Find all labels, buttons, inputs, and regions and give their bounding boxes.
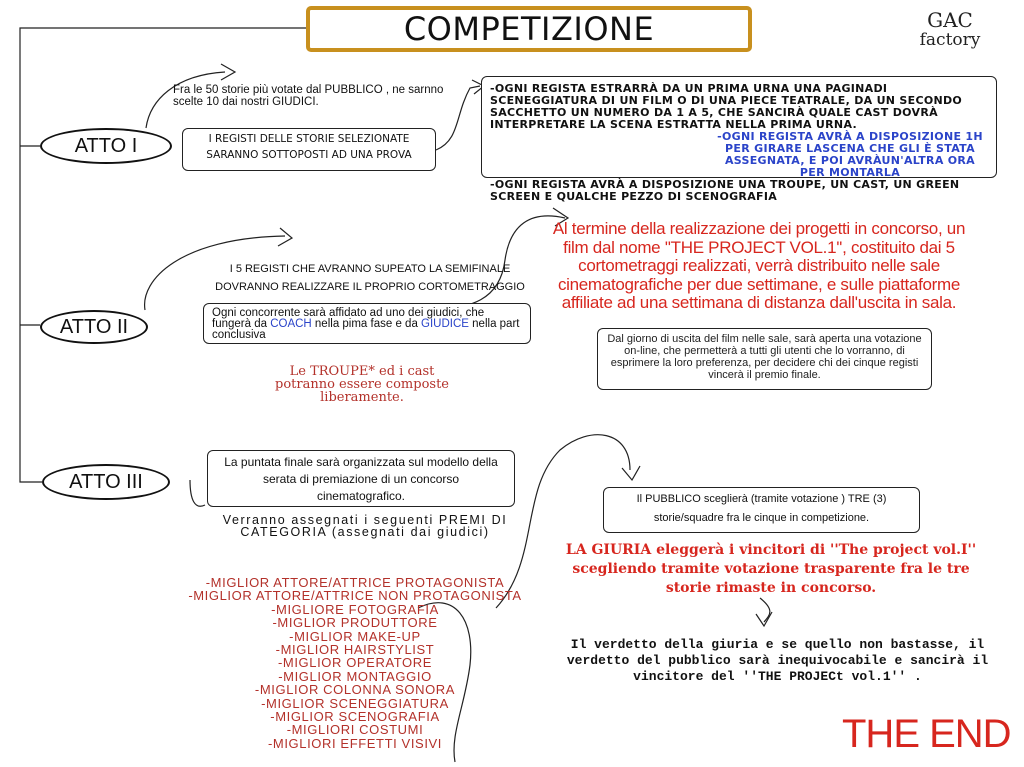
premi-list — [150, 576, 560, 750]
atto1-ellipse — [40, 128, 172, 164]
atto2-vote-text: Dal giorno di uscita del film nelle sale, sarà aperta una votazione on-line, che permetterà a tutti gli utenti che lo vorranno, di esprimere la loro preferenza, per decidere chi dei cinque registi vincerà il premio finale. — [607, 333, 922, 381]
atto3-giuria-text: LA GIURIA eleggerà i vincitori di ''The project vol.I'' scegliendo tramite votazione trasparente fra le tre storie rimaste in concorso. — [565, 542, 977, 596]
coach-text2: nella pima fase e da — [311, 318, 422, 330]
atto1-rules-box — [481, 76, 997, 203]
atto1-intro: Fra le 50 storie più votate dal PUBBLICO , ne sarnno scelte 10 dai nostri GIUDICI. — [173, 84, 444, 108]
premio-item: -MIGLIORI COSTUMI — [286, 722, 424, 738]
atto2-heading1: I 5 REGISTI CHE AVRANNO SUPEATO LA SEMIFINALE — [229, 263, 511, 275]
atto2-project-text: Al termine della realizzazione dei progetti in concorso, un film dal nome ''THE PROJECT VOL.1'', costituito dai 5 cortometraggi realizzati, verrà distribuito nelle sale cinematografiche per due settimane, e sulle piattaforme affiliate ad una settimana di distanza dall'uscita in sala. — [552, 219, 966, 312]
atto3-verdetto-text: Il verdetto della giuria e se quello non bastasse, il verdetto del pubblico sarà inequivocabile e sancirà il vincitore del ''THE PROJECt vol.1'' . — [566, 637, 989, 684]
atto2-heading — [200, 260, 540, 296]
premio-item: -MIGLIORE FOTOGRAFIA — [271, 601, 439, 617]
atto2-heading2: DOVRANNO REALIZZARE IL PROPRIO CORTOMETRAGGIO — [215, 281, 525, 293]
premio-item: -MIGLIOR SCENEGGIATURA — [261, 695, 449, 711]
coach-text3: nella part conclusiva — [212, 318, 520, 341]
atto2-vote-box — [597, 328, 932, 390]
premio-item: -MIGLIOR ATTORE/ATTRICE PROTAGONISTA — [205, 575, 505, 590]
atto1-label: ATTO I — [74, 134, 138, 157]
logo-line2: factory — [919, 30, 981, 50]
atto1-prova-box: I REGISTI DELLE STORIE SELEZIONATE SARANNO SOTTOPOSTI AD UNA PROVA — [182, 128, 436, 171]
atto3-premi-intro: Verranno assegnati i seguenti PREMI DI CATEGORIA (assegnati dai giudici) — [222, 513, 508, 539]
atto3-label: ATTO III — [69, 470, 143, 493]
atto2-troupe-note: Le TROUPE* ed i cast potranno essere composte liberamente. — [275, 364, 449, 405]
atto1-rule1: -OGNI REGISTA ESTRARRÀ DA UN PRIMA URNA UNA PAGINADI SCENEGGIATURA DI UN FILM O DI UNA PIECE TEATRALE, DA UN SECONDO SACCHETTO UN NUMERO DA 1 A 5, CHE SANCIRÀ QUALE CAST DOVRÀ INTERPRETARE LA SCENA ESTRATTA NELLA PRIMA URNA. — [490, 82, 963, 131]
giudice-word: GIUDICE — [421, 318, 469, 330]
premio-item: -MIGLIOR PRODUTTORE — [272, 615, 438, 631]
atto3-finale-box: La puntata finale sarà organizzata sul modello della serata di premiazione di un concorso cinematografico. — [207, 450, 515, 507]
logo-line1: GAC — [927, 8, 973, 32]
atto2-coach-box — [203, 303, 531, 344]
page-title: COMPETIZIONE — [306, 6, 752, 52]
premio-item: -MIGLIOR COLONNA SONORA — [254, 682, 456, 698]
premio-item: -MIGLIOR ATTORE/ATTRICE NON PROTAGONISTA — [188, 588, 522, 604]
premio-item: -MIGLIOR HAIRSTYLIST — [275, 642, 435, 658]
atto1-rule2: -OGNI REGISTA AVRÀ A DISPOSIZIONE 1H PER GIRARE LASCENA CHE GLI È STATA ASSEGNATA, E POI AVRÀUN'ALTRA ORA PER MONTARLA — [717, 130, 983, 179]
coach-text1: Ogni concorrente sarà affidato ad uno dei giudici, che fungerà da — [212, 307, 485, 330]
gac-factory-logo — [905, 10, 995, 50]
premio-item: -MIGLIOR MAKE-UP — [289, 628, 421, 644]
atto2-label: ATTO II — [59, 315, 129, 338]
atto3-pubblico-box: Il PUBBLICO sceglierà (tramite votazione ) TRE (3) storie/squadre fra le cinque in competizione. — [603, 487, 920, 533]
the-end-text: THE END — [842, 712, 1011, 756]
coach-word: COACH — [270, 318, 312, 330]
premio-item: -MIGLIOR MONTAGGIO — [278, 668, 432, 684]
atto3-ellipse — [42, 464, 170, 500]
premio-item: -MIGLIOR SCENOGRAFIA — [270, 709, 440, 725]
atto2-ellipse — [40, 310, 148, 344]
premio-item: -MIGLIOR OPERATORE — [277, 655, 433, 671]
atto1-rule3: -OGNI REGISTA AVRÀ A DISPOSIZIONE UNA TROUPE, UN CAST, UN GREEN SCREEN E QUALCHE PEZZO DI SCENOGRAFIA — [490, 178, 960, 203]
premio-item: -MIGLIORI EFFETTI VISIVI — [267, 735, 443, 751]
